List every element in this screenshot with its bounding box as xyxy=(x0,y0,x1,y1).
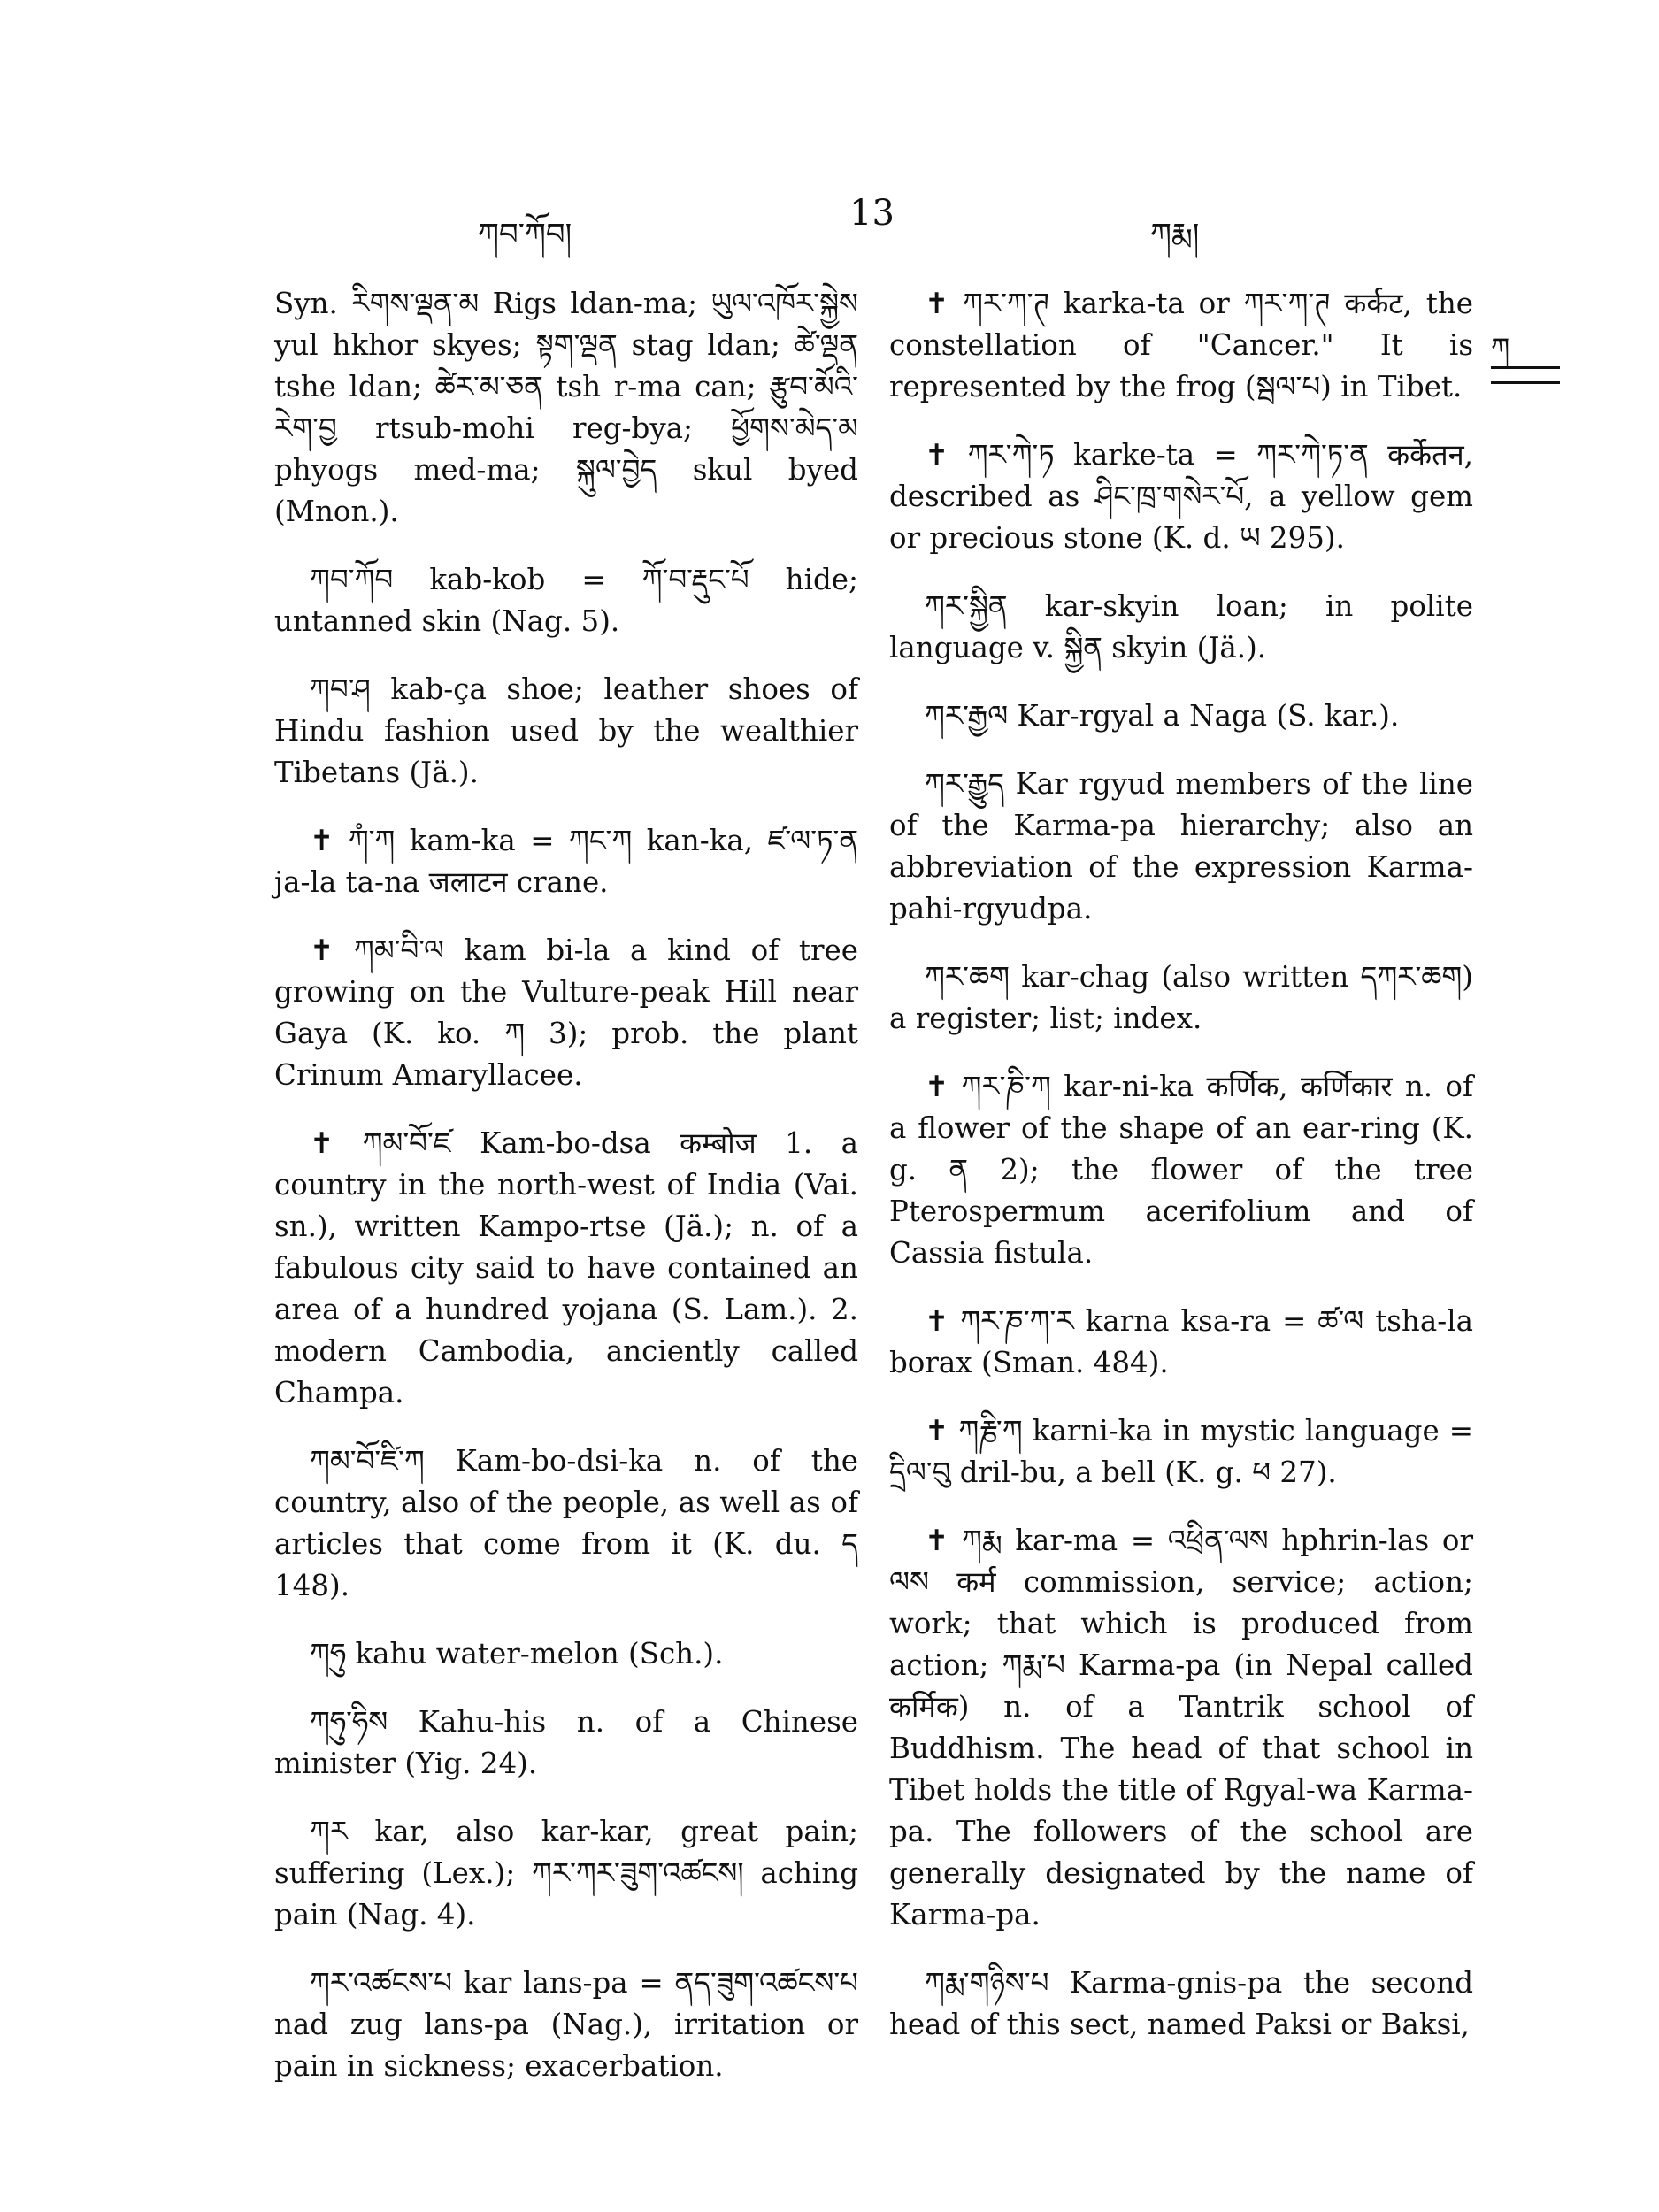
dictionary-entry: ✝ ཀར་ཎ་ཀ་ར karna ksa-ra = ཚ་ལ tsha-la borax (Sman. 484). xyxy=(889,1304,1473,1379)
dictionary-entry: ✝ ཀར་ཀ་ཊ karka-ta or ཀར་ཀ་ཊ कर्कट, the constellation of "Cancer." It is represented by the frog (སྦལ་པ) in Tibet. xyxy=(889,287,1473,403)
dictionary-entry: ཀབ་ཀོབ kab-kob = ཀོ་བ་རྡུང་པོ hide; untanned skin (Nag. 5). xyxy=(274,563,858,638)
thumb-index-rules xyxy=(1491,366,1560,384)
dictionary-entry: ✝ ཀརྨ kar-ma = འཕྲིན་ལས hphrin-las or ལས कर्म commission, service; action; work; that which is produced from action; ཀརྨ་པ Karma-pa (in Nepal called कर्मिक) n. of a Tantrik school of Buddhism. The head of that school in Tibet holds the title of Rgyal-wa Karma-pa. The followers of the school are generally designated by the name of Karma-pa. xyxy=(889,1524,1473,1932)
header-right-headword: ཀརྨ། xyxy=(1150,217,1200,252)
dictionary-entry: ✝ ཀརྞི་ཀ karni-ka in mystic language = དྲིལ་བུ dril-bu, a bell (K. g. ཕ 27). xyxy=(889,1414,1473,1489)
header-left-headword: ཀབ་ཀོབ། xyxy=(478,217,572,252)
dictionary-entry: ཀར་ཆག kar-chag (also written དཀར་ཆག) a register; list; index. xyxy=(889,960,1473,1035)
dictionary-entry: ཀཧུ kahu water-melon (Sch.). xyxy=(310,1637,724,1671)
dictionary-entry: ཀམ་བོ་ཛི་ཀ Kam-bo-dsi-ka n. of the country, also of the people, as well as of articles that come from it (K. du. ད 148). xyxy=(274,1444,858,1602)
thumb-index-tab xyxy=(1491,334,1560,391)
dictionary-entry: ཀརྨ་གཉིས་པ Karma-gnis-pa the second head of this sect, named Paksi or Baksi, xyxy=(889,1966,1473,2041)
dictionary-entry: ཀར་རྒྱུད Kar rgyud members of the line of the Karma-pa hierarchy; also an abbreviation of the expression Karma-pahi-rgyudpa. xyxy=(889,767,1473,926)
dictionary-entry: ཀཧུ་ཧིས Kahu-his n. of a Chinese minister (Yig. 24). xyxy=(274,1705,858,1780)
page-number: 13 xyxy=(849,193,895,234)
dictionary-entry: ✝ ཀར་ཀེ་ཏ karke-ta = ཀར་ཀེ་ཏ་ན कर्केतन, described as ཤིང་ཁྲ་གསེར་པོ, a yellow gem or precious stone (K. d. ཡ 295). xyxy=(889,438,1473,555)
dictionary-entry: ✝ ཀར་ཎི་ཀ kar-ni-ka कर्णिक, कर्णिकार n. of a flower of the shape of an ear-ring (K. g. ན 2); the flower of the tree Pterospermum acerifolium and of Cassia fistula. xyxy=(889,1070,1473,1270)
dictionary-entry: ✝ ཀམ་བི་ལ kam bi-la a kind of tree growing on the Vulture-peak Hill near Gaya (K. ko. ཀ 3); prob. the plant Crinum Amaryllacee. xyxy=(274,933,858,1092)
dictionary-entry: ཀར་རྒྱལ Kar-rgyal a Naga (S. kar.). xyxy=(925,699,1400,733)
dictionary-entry: ✝ ཀམ་བོ་ཛ Kam-bo-dsa कम्बोज 1. a country in the north-west of India (Vai. sn.), written Kampo-rtse (Jä.); n. of a fabulous city said to have contained an area of a hundred yojana (S. Lam.). 2. modern Cambodia, anciently called Champa. xyxy=(274,1126,858,1409)
running-header xyxy=(0,193,1659,252)
dictionary-entry: ཀར་འཚངས་པ kar lans-pa = ནད་ཟུག་འཚངས་པ nad zug lans-pa (Nag.), irritation or pain in sickness; exacerbation. xyxy=(274,1966,858,2083)
dictionary-entry: ཀབ་ཤ kab-ça shoe; leather shoes of Hindu fashion used by the wealthier Tibetans (Jä.). xyxy=(274,672,858,789)
right-column xyxy=(889,283,1473,2072)
dictionary-entry: ཀར kar, also kar-kar, great pain; suffering (Lex.); ཀར་ཀར་ཟུག་འཚངས། aching pain (Nag. 4). xyxy=(274,1815,858,1932)
left-column xyxy=(274,283,858,2114)
dictionary-entry: Syn. རིགས་ལྡན་མ Rigs ldan-ma; ཡུལ་འཁོར་སྐྱེས yul hkhor skyes; སྟག་ལྡན stag ldan; ཚེ་ལྡན tshe ldan; ཚེར་མ་ཅན tsh r-ma can; རྩུབ་མོའི་རེག་བྱ rtsub-mohi reg-bya; ཕྱོགས་མེད་མ phyogs med-ma; སྐུལ་བྱེད skul byed (Mnon.). xyxy=(274,287,858,528)
dictionary-entry: ཀར་སྐྱིན kar-skyin loan; in polite language v. སྐྱིན skyin (Jä.). xyxy=(889,589,1473,664)
thumb-index-letter: ཀ xyxy=(1491,333,1510,364)
dictionary-entry: ✝ ཀཾ་ཀ kam-ka = ཀང་ཀ kan-ka, ཛ་ལ་ཏ་ན ja-la ta-na जलाटन crane. xyxy=(274,824,858,899)
